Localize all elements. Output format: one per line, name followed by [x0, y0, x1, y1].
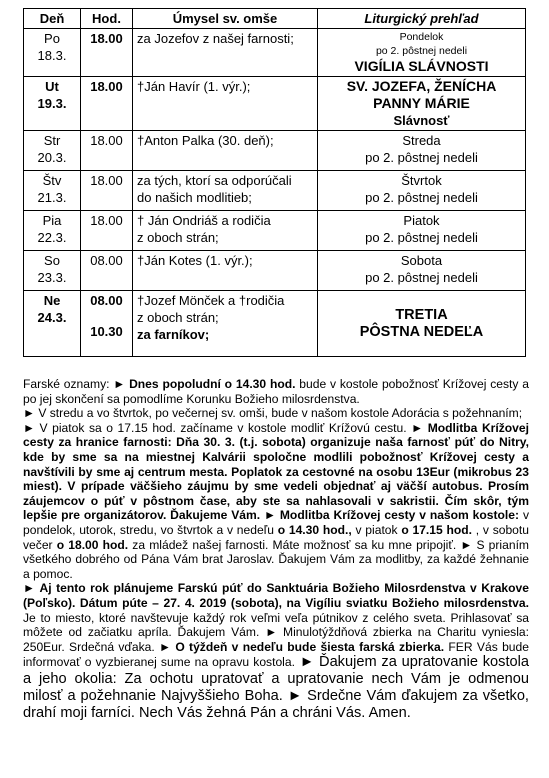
table-row	[24, 29, 526, 77]
time-cell: 18.00	[81, 77, 133, 131]
liturgy-cell: Streda po 2. pôstnej nedeli	[318, 131, 526, 171]
day-cell: Pia 22.3.	[24, 211, 81, 251]
time-cell: 18.00	[81, 211, 133, 251]
intention-cell: †Jozef Mönček a †rodičia z oboch strán; za farníkov;	[133, 291, 318, 357]
header-hour: Hod.	[81, 9, 133, 29]
time-cell: 18.00	[81, 29, 133, 77]
time-cell: 08.00	[81, 251, 133, 291]
time-cell: 18.00	[81, 131, 133, 171]
day-cell: Po 18.3.	[24, 29, 81, 77]
liturgy-cell: Pondelok po 2. pôstnej nedeli VIGÍLIA SLÁVNOSTI	[318, 29, 526, 77]
liturgy-cell: SV. JOZEFA, ŽENÍCHA PANNY MÁRIE Slávnosť	[318, 77, 526, 131]
day-cell: Štv 21.3.	[24, 171, 81, 211]
table-row	[24, 171, 526, 211]
header-day: Deň	[24, 9, 81, 29]
parish-announcements	[23, 377, 529, 722]
announcement-paragraph: ► Aj tento rok plánujeme Farskú púť do Sanktuária Božieho Milosrdenstva v Krakove (Poľsko). Dátum púte – 27. 4. 2019 (sobota), na Vigíliu sviatku Božieho milosrdenstva. Je to miesto, ktoré navštevuje každý rok veľmi veľa pútnikov z celého sveta. Prihlasovať sa môžete od začiatku apríla. Ďakujem Vám. ► Minulotýždňová zbierka na Charitu vyniesla: 250Eur. Srdečná vďaka. ► O týždeň v nedeľu bude šiesta farská zbierka. FER Vás bude informovať o vyzbieranej sume na opravu kostola. ► Ďakujem za upratovanie kostola a jeho okolia: Za ochotu upratovať a upratovanie nech Vám je odmenou milosť a požehnanie Najvyššieho Boha. ► Srdečne Vám ďakujem za všetko, drahí moji farníci. Nech Vás žehná Pán a chráni Vás. Amen.	[23, 581, 529, 722]
liturgy-cell: Sobota po 2. pôstnej nedeli	[318, 251, 526, 291]
table-header-row	[24, 9, 526, 29]
announcement-paragraph: Farské oznamy: ► Dnes popoludní o 14.30 hod. bude v kostole pobožnosť Krížovej cesty a po jej skončení sa pomodlíme Korunku Božieho milosrdenstva.	[23, 377, 529, 406]
table-row	[24, 77, 526, 131]
intention-cell: † Ján Ondriáš a rodičia z oboch strán;	[133, 211, 318, 251]
intention-cell: †Ján Kotes (1. výr.);	[133, 251, 318, 291]
intention-cell: †Anton Palka (30. deň);	[133, 131, 318, 171]
table-row	[24, 131, 526, 171]
day-cell: So 23.3.	[24, 251, 81, 291]
liturgy-cell: Piatok po 2. pôstnej nedeli	[318, 211, 526, 251]
mass-schedule-table	[23, 8, 526, 357]
header-intention: Úmysel sv. omše	[133, 9, 318, 29]
intention-cell: za Jozefov z našej farnosti;	[133, 29, 318, 77]
liturgy-cell: Štvrtok po 2. pôstnej nedeli	[318, 171, 526, 211]
time-cell: 08.00 10.30	[81, 291, 133, 357]
table-row	[24, 251, 526, 291]
day-cell: Ut 19.3.	[24, 77, 81, 131]
time-cell: 18.00	[81, 171, 133, 211]
table-row	[24, 211, 526, 251]
intention-cell: za tých, ktorí sa odporúčali do našich modlitieb;	[133, 171, 318, 211]
announcement-paragraph: ► V stredu a vo štvrtok, po večernej sv. omši, bude v našom kostole Adorácia s požehnaním;	[23, 406, 523, 421]
day-cell: Str 20.3.	[24, 131, 81, 171]
day-cell: Ne 24.3.	[24, 291, 81, 357]
header-liturgical: Liturgický prehľad	[318, 9, 526, 29]
table-row	[24, 291, 526, 357]
announcement-paragraph: ► V piatok sa o 17.15 hod. začíname v kostole modliť Krížovú cestu. ► Modlitba Krížovej cesty za hranice farnosti: Dňa 30. 3. (t.j. sobota) organizuje naša farnosť púť do Nitry, kde by sme sa na miestnej Kalvárii spoločne modlili pobožnosť Krížovej cesty a navštívili by sme aj centrum mesta. Poplatok za cestovné na osobu 13Eur (mikrobus 23 miest). V prípade väčšieho záujmu by sme vedeli objednať aj väčší autobus. Prosím záujemcov o púť v pôstnom čase, aby ste sa nahlasovali v sakristii. Čím skôr, tým lepšie pre organizátorov. Ďakujeme Vám. ► Modlitba Krížovej cesty v našom kostole: v pondelok, utorok, stredu, vo štvrtok a v nedeľu o 14.30 hod., v piatok o 17.15 hod. , v sobotu večer o 18.00 hod. za mládež našej farnosti. Máte možnosť sa ku mne pripojiť. ► S prianím všetkého dobrého od Pána Vám brat Jaroslav. Ďakujem Vám za modlitby, za každé žehnanie a pomoc.	[23, 420, 529, 581]
intention-cell: †Ján Havír (1. výr.);	[133, 77, 318, 131]
liturgy-cell: TRETIA PÔSTNA NEDEĽA	[318, 291, 526, 357]
